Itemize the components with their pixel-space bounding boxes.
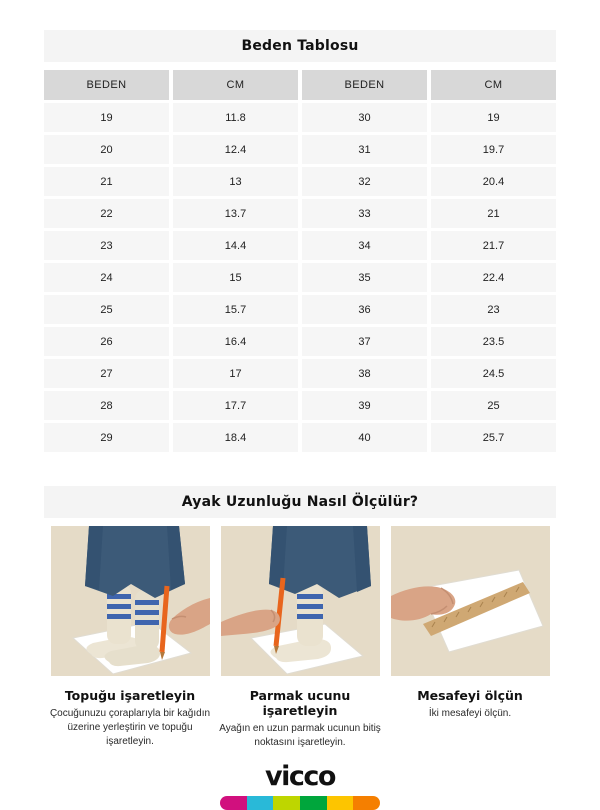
size-cell: 32 (302, 167, 427, 196)
size-cell: 34 (302, 231, 427, 260)
brand-color-segment (300, 796, 327, 810)
size-cell: 20 (44, 135, 169, 164)
size-cell: 22 (44, 199, 169, 228)
size-cell: 21 (44, 167, 169, 196)
column-header-cm: CM (173, 70, 298, 100)
size-cell: 35 (302, 263, 427, 292)
cm-cell: 15.7 (173, 295, 298, 324)
cm-cell: 11.8 (173, 103, 298, 132)
brand-color-segment (353, 796, 380, 810)
size-cell: 25 (44, 295, 169, 324)
measure-distance-photo (391, 526, 550, 676)
column-header-beden: BEDEN (302, 70, 427, 100)
cm-cell: 25.7 (431, 423, 556, 452)
size-cell: 40 (302, 423, 427, 452)
brand-footer (44, 763, 556, 810)
brand-color-segment (247, 796, 274, 810)
cm-cell: 17 (173, 359, 298, 388)
vicco-logo: vicco (265, 761, 335, 792)
step-description: Çocuğunuzu çoraplarıyla bir kağıdın üzerine yerleştirin ve topuğu işaretleyin. (49, 708, 211, 747)
cm-cell: 20.4 (431, 167, 556, 196)
cm-cell: 21 (431, 199, 556, 228)
size-cell: 36 (302, 295, 427, 324)
size-table (44, 70, 556, 452)
cm-cell: 22.4 (431, 263, 556, 292)
size-cell: 37 (302, 327, 427, 356)
guide-title: Ayak Uzunluğu Nasıl Ölçülür? (44, 486, 556, 518)
cm-cell: 21.7 (431, 231, 556, 260)
brand-color-segment (327, 796, 354, 810)
step-description: Ayağın en uzun parmak ucunun bitiş noktasını işaretleyin. (219, 723, 381, 748)
measurement-steps (44, 526, 556, 750)
size-cell: 33 (302, 199, 427, 228)
cm-cell: 18.4 (173, 423, 298, 452)
column-header-cm: CM (431, 70, 556, 100)
cm-cell: 13 (173, 167, 298, 196)
page-title: Beden Tablosu (44, 30, 556, 62)
step-description: İki mesafeyi ölçün. (428, 708, 512, 719)
cm-cell: 24.5 (431, 359, 556, 388)
size-cell: 30 (302, 103, 427, 132)
size-cell: 27 (44, 359, 169, 388)
brand-color-bar (220, 796, 380, 810)
size-cell: 31 (302, 135, 427, 164)
step-measure (391, 526, 550, 750)
cm-cell: 13.7 (173, 199, 298, 228)
step-title: Mesafeyi ölçün (417, 688, 523, 703)
size-cell: 26 (44, 327, 169, 356)
size-cell: 38 (302, 359, 427, 388)
step-mark-heel (51, 526, 210, 750)
cm-cell: 19.7 (431, 135, 556, 164)
column-header-beden: BEDEN (44, 70, 169, 100)
cm-cell: 16.4 (173, 327, 298, 356)
cm-cell: 14.4 (173, 231, 298, 260)
cm-cell: 17.7 (173, 391, 298, 420)
size-cell: 24 (44, 263, 169, 292)
size-cell: 28 (44, 391, 169, 420)
step-title: Topuğu işaretleyin (64, 688, 196, 703)
mark-heel-photo (51, 526, 210, 676)
size-cell: 19 (44, 103, 169, 132)
cm-cell: 19 (431, 103, 556, 132)
cm-cell: 25 (431, 391, 556, 420)
step-title: Parmak ucunu işaretleyin (249, 688, 351, 718)
brand-color-segment (220, 796, 247, 810)
cm-cell: 12.4 (173, 135, 298, 164)
step-mark-toe (221, 526, 380, 750)
size-cell: 29 (44, 423, 169, 452)
size-cell: 23 (44, 231, 169, 260)
brand-color-segment (273, 796, 300, 810)
mark-toe-photo (221, 526, 380, 676)
cm-cell: 15 (173, 263, 298, 292)
cm-cell: 23.5 (431, 327, 556, 356)
cm-cell: 23 (431, 295, 556, 324)
size-cell: 39 (302, 391, 427, 420)
